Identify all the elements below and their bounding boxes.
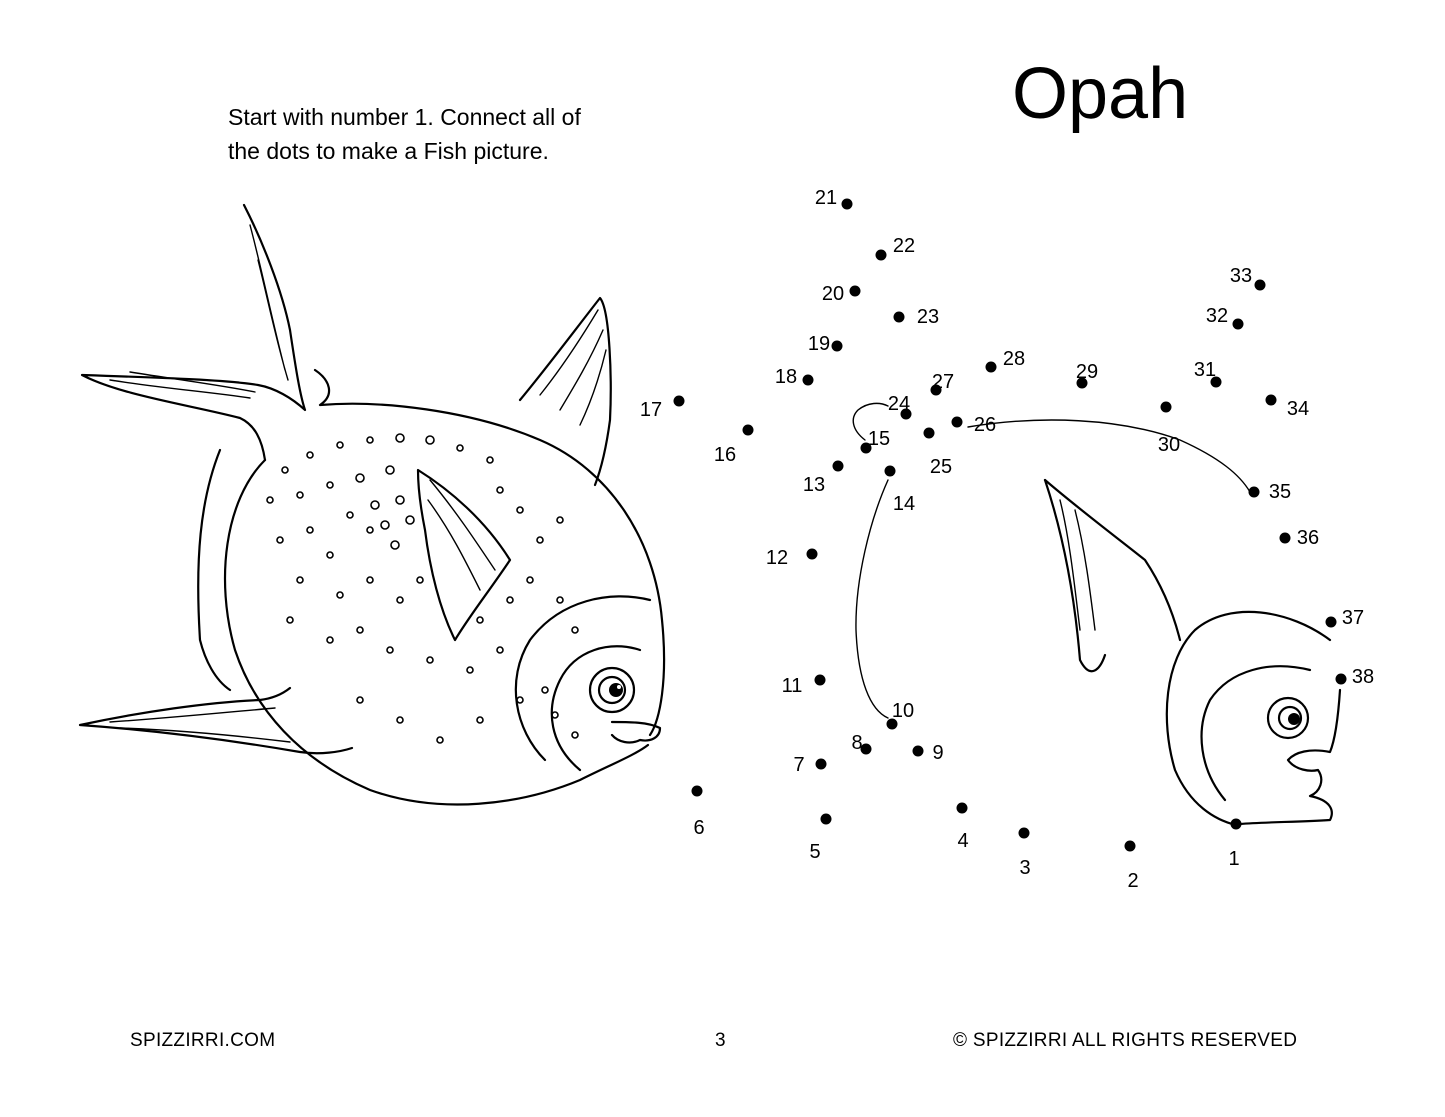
dot-label-24: 24: [887, 393, 911, 415]
dot-label-20: 20: [821, 283, 845, 305]
dot-14: [885, 466, 896, 477]
dot-label-35: 35: [1268, 481, 1292, 503]
dot-label-37: 37: [1341, 607, 1365, 629]
dot-37: [1326, 617, 1337, 628]
dot-label-31: 31: [1193, 359, 1217, 381]
dot-19: [832, 341, 843, 352]
dot-26: [952, 417, 963, 428]
dot-label-23: 23: [916, 306, 940, 328]
dot-17: [674, 396, 685, 407]
dot-34: [1266, 395, 1277, 406]
dot-16: [743, 425, 754, 436]
dot-label-29: 29: [1075, 361, 1099, 383]
dot-label-9: 9: [932, 742, 944, 764]
dot-21: [842, 199, 853, 210]
dot-32: [1233, 319, 1244, 330]
dot-33: [1255, 280, 1266, 291]
dot-label-15: 15: [867, 428, 891, 450]
dot-label-22: 22: [892, 235, 916, 257]
page-title: Opah: [1012, 54, 1189, 134]
dot-label-4: 4: [957, 830, 969, 852]
dot-label-12: 12: [765, 547, 789, 569]
dot-20: [850, 286, 861, 297]
dot-label-26: 26: [973, 414, 997, 436]
dot-9: [913, 746, 924, 757]
dot-3: [1019, 828, 1030, 839]
dot-label-1: 1: [1228, 848, 1240, 870]
dot-label-19: 19: [807, 333, 831, 355]
footer-copyright: © SPIZZIRRI ALL RIGHTS RESERVED: [953, 1030, 1298, 1051]
dot-label-32: 32: [1205, 305, 1229, 327]
dot-label-17: 17: [639, 399, 663, 421]
dot-6: [692, 786, 703, 797]
footer-site: SPIZZIRRI.COM: [130, 1030, 276, 1051]
dot-label-5: 5: [809, 841, 821, 863]
dot-label-25: 25: [929, 456, 953, 478]
dot-11: [815, 675, 826, 686]
dot-1: [1231, 819, 1242, 830]
dot-25: [924, 428, 935, 439]
dot-35: [1249, 487, 1260, 498]
dot-label-36: 36: [1296, 527, 1320, 549]
dot-label-28: 28: [1002, 348, 1026, 370]
dot-18: [803, 375, 814, 386]
dot-7: [816, 759, 827, 770]
dot-36: [1280, 533, 1291, 544]
dot-label-13: 13: [802, 474, 826, 496]
dot-13: [833, 461, 844, 472]
instructions-line-2: the dots to make a Fish picture.: [228, 138, 549, 164]
dot-label-14: 14: [892, 493, 916, 515]
dot-22: [876, 250, 887, 261]
dot-label-16: 16: [713, 444, 737, 466]
footer-page-number: 3: [715, 1030, 726, 1051]
dot-label-11: 11: [781, 675, 803, 697]
dot-label-7: 7: [793, 754, 805, 776]
dot-label-8: 8: [851, 732, 863, 754]
dot-label-33: 33: [1229, 265, 1253, 287]
dot-28: [986, 362, 997, 373]
dot-label-18: 18: [774, 366, 798, 388]
dot-4: [957, 803, 968, 814]
dot-label-10: 10: [891, 700, 915, 722]
dot-label-38: 38: [1351, 666, 1375, 688]
dot-label-21: 21: [814, 187, 838, 209]
dot-label-3: 3: [1019, 857, 1031, 879]
dot-23: [894, 312, 905, 323]
dot-2: [1125, 841, 1136, 852]
dot-12: [807, 549, 818, 560]
dot-label-6: 6: [693, 817, 705, 839]
dot-5: [821, 814, 832, 825]
dot-38: [1336, 674, 1347, 685]
instructions-line-1: Start with number 1. Connect all of: [228, 104, 581, 130]
dot-label-34: 34: [1286, 398, 1310, 420]
dot-label-27: 27: [931, 371, 955, 393]
dot-label-2: 2: [1127, 870, 1139, 892]
dot-label-30: 30: [1157, 434, 1181, 456]
dot-30: [1161, 402, 1172, 413]
